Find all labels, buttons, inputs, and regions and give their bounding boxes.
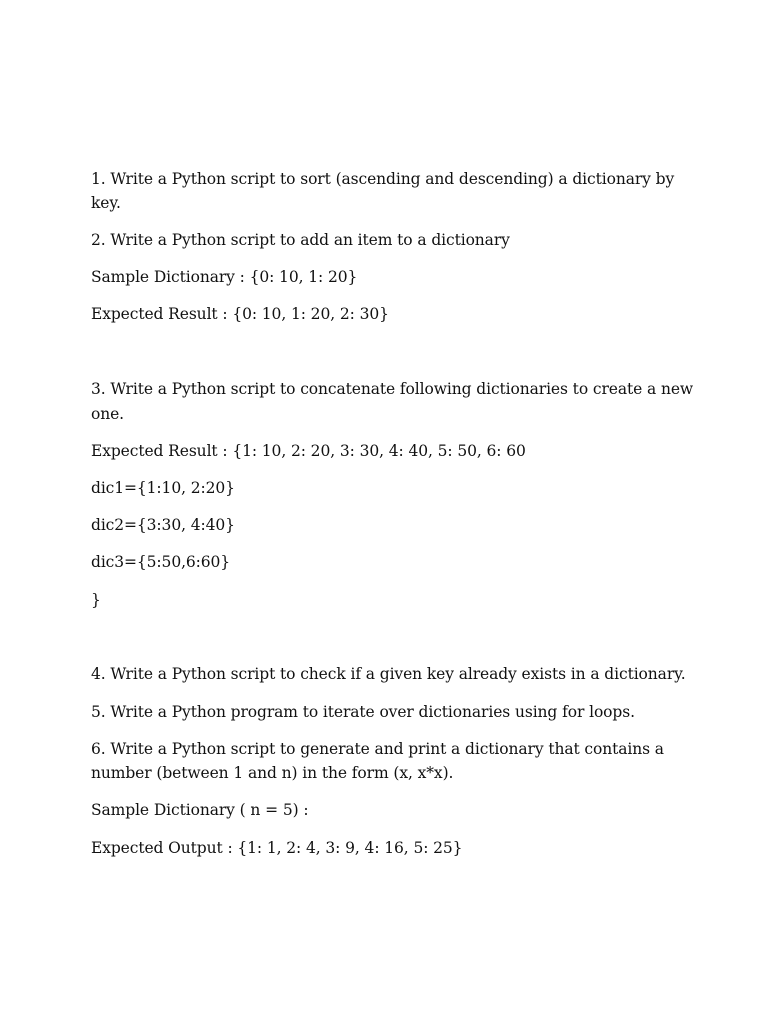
q3-line-2: one.: [91, 405, 125, 423]
q1-line-1: 1. Write a Python script to sort (ascending and descending) a dictionary by: [91, 170, 675, 188]
q3-dic3: dic3={5:50,6:60}: [91, 553, 231, 571]
q5-line: 5. Write a Python program to iterate over dictionaries using for loops.: [91, 703, 635, 721]
q6-line-2: number (between 1 and n) in the form (x, x*x).: [91, 764, 454, 782]
q2-expected: Expected Result : {0: 10, 1: 20, 2: 30}: [91, 305, 389, 323]
q2-line-1: 2. Write a Python script to add an item to a dictionary: [91, 231, 510, 249]
q6-sample: Sample Dictionary ( n = 5) :: [91, 801, 309, 819]
q2-sample: Sample Dictionary : {0: 10, 1: 20}: [91, 268, 358, 286]
q4-line: 4. Write a Python script to check if a given key already exists in a dictionary.: [91, 665, 686, 683]
q3-dic1: dic1={1:10, 2:20}: [91, 479, 235, 497]
q3-closing-brace: }: [91, 591, 101, 609]
q3-line-1: 3. Write a Python script to concatenate following dictionaries to create a new: [91, 380, 694, 398]
q3-dic2: dic2={3:30, 4:40}: [91, 516, 235, 534]
q6-expected: Expected Output : {1: 1, 2: 4, 3: 9, 4: 16, 5: 25}: [91, 839, 463, 857]
q6-line-1: 6. Write a Python script to generate and print a dictionary that contains a: [91, 740, 664, 758]
q3-expected: Expected Result : {1: 10, 2: 20, 3: 30, 4: 40, 5: 50, 6: 60: [91, 442, 526, 460]
q1-line-2: key.: [91, 194, 121, 212]
